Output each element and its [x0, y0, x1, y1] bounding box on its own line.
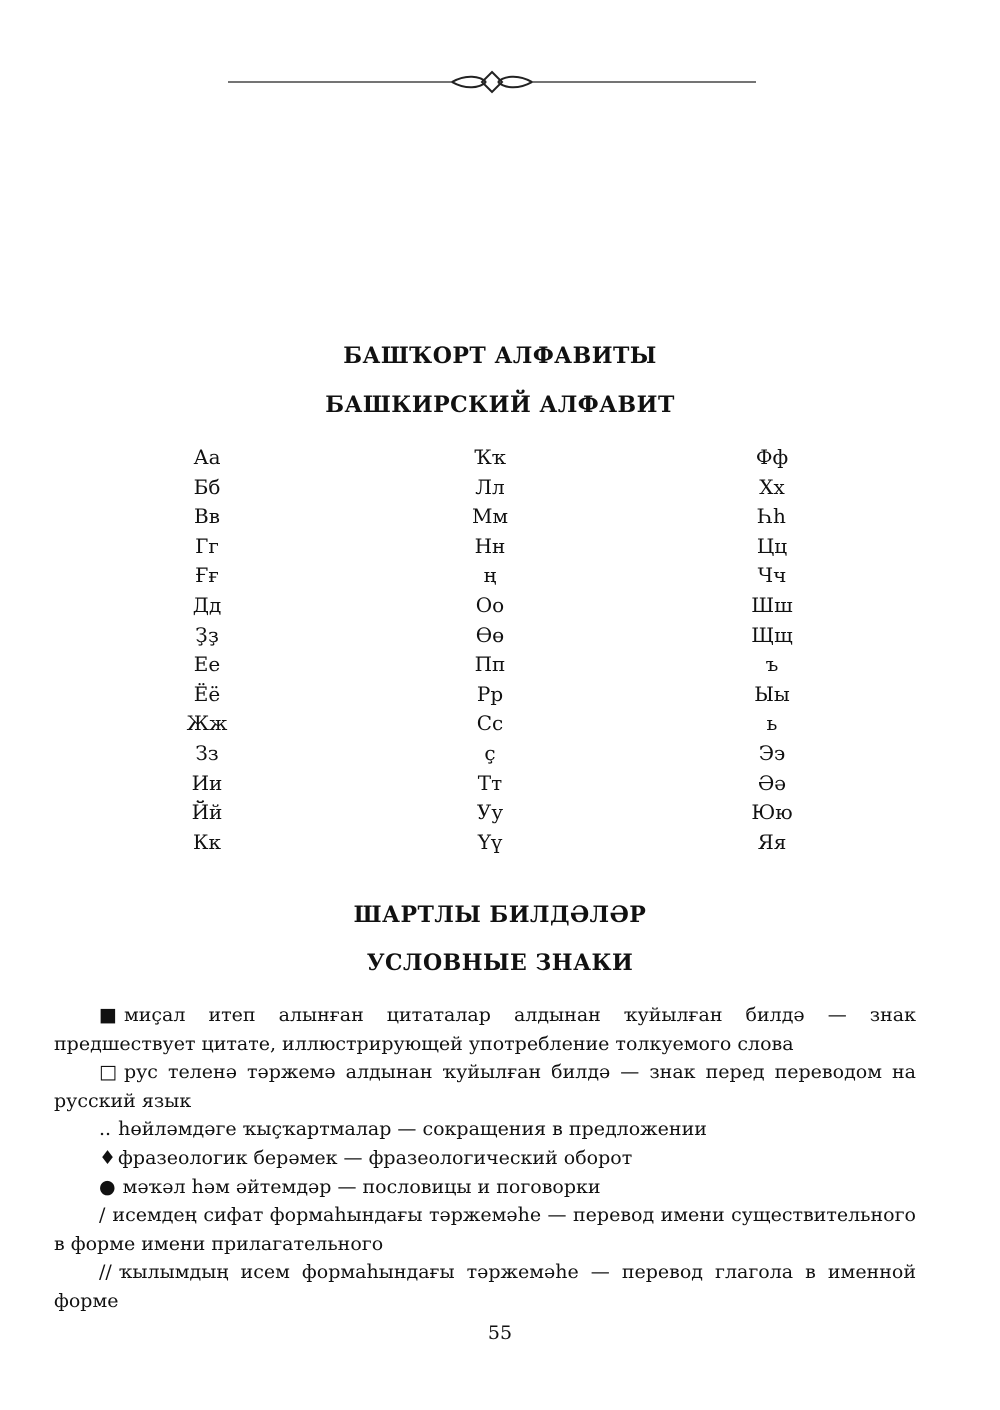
empty-square-icon: □ — [99, 1061, 117, 1084]
alphabet-letter: Үү — [477, 829, 503, 854]
alphabet-letter: Ее — [193, 652, 221, 677]
legend-item — [54, 1115, 916, 1144]
alphabet-letter: Жж — [186, 711, 228, 736]
diamond-icon: ♦ — [99, 1146, 117, 1169]
alphabet-letter: Ҡҡ — [473, 445, 507, 469]
alphabet-column-2 — [440, 443, 540, 857]
alphabet-letter: Мм — [471, 504, 509, 529]
alphabet-letter: Ии — [191, 770, 223, 795]
alphabet-heading-russian: БАШКИРСКИЙ АЛФАВИТ — [325, 392, 675, 418]
alphabet-letter: Оо — [475, 592, 505, 617]
alphabet-letter: ь — [766, 711, 778, 736]
alphabet-letter: Сс — [476, 711, 504, 736]
legend-text: фразеологик берәмек — фразеологический оборот — [118, 1146, 633, 1169]
alphabet-letter: ъ — [765, 652, 779, 677]
alphabet-letter: Вв — [194, 504, 220, 529]
filled-square-icon: ■ — [99, 1004, 117, 1026]
alphabet-letter: Тт — [477, 770, 503, 795]
alphabet-letter: Пп — [474, 652, 506, 677]
alphabet-letter: Йй — [191, 800, 223, 825]
legend-item — [54, 1058, 916, 1115]
double-slash-icon: // — [99, 1261, 112, 1284]
alphabet-letter: Нн — [474, 533, 506, 558]
alphabet-letter: Бб — [193, 474, 221, 499]
legend-text: миҫал итеп алынған цитаталар алдынан ҡуйылған билдә — знак предшествует цитате, иллюстрирующей употребление толкуемого слова — [54, 1004, 916, 1055]
alphabet-heading-bashkir: БАШҠОРТ АЛФАВИТЫ — [343, 343, 657, 369]
alphabet-letter: Ыы — [754, 681, 790, 706]
alphabet-letter: Әә — [757, 770, 787, 795]
alphabet-letter: Лл — [475, 474, 505, 499]
bullet-icon: ● — [99, 1175, 116, 1198]
slash-icon: / — [99, 1204, 106, 1227]
legend-item — [54, 1201, 916, 1258]
alphabet-letter: Гг — [195, 533, 219, 558]
alphabet-letter: ҫ — [484, 740, 496, 765]
alphabet-letter: Ээ — [758, 740, 786, 765]
legend-item — [54, 1001, 916, 1058]
alphabet-letter: Уу — [476, 800, 504, 825]
header-ornament — [228, 64, 756, 100]
alphabet-letter: Ҙҙ — [195, 622, 219, 647]
alphabet-letter: Һһ — [758, 504, 786, 529]
alphabet-letter: Өө — [475, 622, 505, 647]
legend-text: һөйләмдәге ҡыҫҡартмалар — сокращения в предложении — [118, 1118, 707, 1141]
alphabet-letter: Чч — [757, 563, 787, 588]
alphabet-letter: Аа — [193, 445, 221, 469]
legend-item — [54, 1173, 916, 1202]
alphabet-letter: Кк — [193, 829, 221, 854]
legend-item — [54, 1144, 916, 1173]
alphabet-letter: Рр — [476, 681, 504, 706]
alphabet-letter: Яя — [757, 829, 787, 854]
alphabet-letter: ң — [483, 563, 497, 588]
alphabet-letter: Ёё — [193, 681, 221, 706]
alphabet-letter: Шш — [751, 592, 793, 617]
alphabet-letter: Юю — [751, 800, 793, 825]
alphabet-letter: Зз — [195, 740, 219, 765]
alphabet-letter: Цц — [756, 533, 788, 558]
legend-list — [54, 1001, 916, 1316]
legend-text: ҡылымдың исем формаһындағы тәржемәһе — перевод глагола в именной форме — [54, 1261, 916, 1312]
signs-heading-bashkir: ШАРТЛЫ БИЛДӘЛӘР — [353, 902, 647, 928]
page-number: 55 — [487, 1322, 513, 1344]
alphabet-letter: Дд — [192, 592, 222, 617]
legend-item — [54, 1258, 916, 1315]
alphabet-letter: Фф — [755, 445, 789, 469]
alphabet-column-3 — [722, 443, 822, 857]
alphabet-letter: Ғғ — [195, 563, 219, 588]
alphabet-letter: Хх — [759, 474, 785, 499]
double-dot-icon: .. — [99, 1118, 112, 1141]
legend-text: исемдең сифат формаһындағы тәржемәһе — перевод имени существительного в форме имени прилагательного — [54, 1204, 916, 1255]
legend-text: мәҡәл һәм әйтемдәр — пословицы и поговорки — [122, 1175, 601, 1198]
alphabet-column-1 — [157, 443, 257, 857]
signs-heading-russian: УСЛОВНЫЕ ЗНАКИ — [366, 950, 634, 976]
legend-text: рус теленә тәржемә алдынан ҡуйылған билдә — знак перед переводом на русский язык — [54, 1061, 916, 1112]
alphabet-letter: Щщ — [751, 622, 793, 647]
